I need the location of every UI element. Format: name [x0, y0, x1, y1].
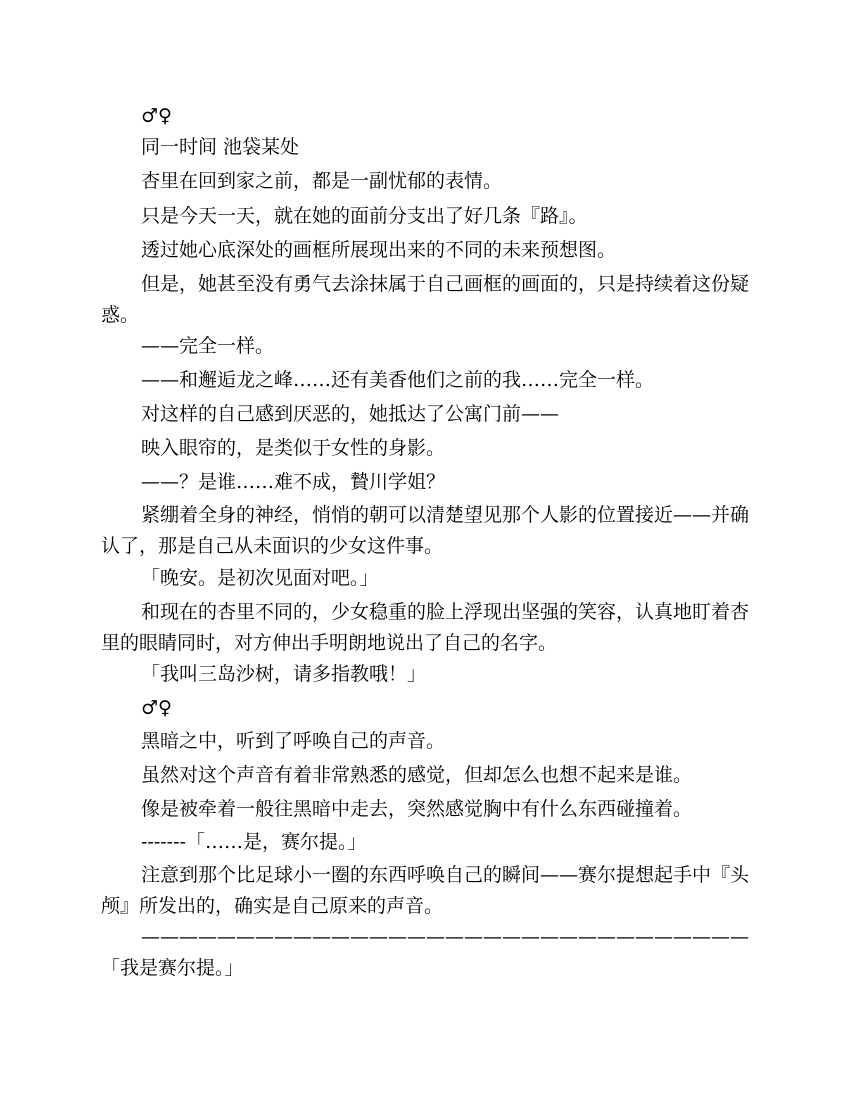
paragraph: 只是今天一天，就在她的面前分支出了好几条『路』。 [141, 205, 588, 227]
paragraph: 像是被牵着一般往黑暗中走去，突然感觉胸中有什么东西碰撞着。 [141, 798, 693, 820]
scene-heading: 同一时间 池袋某处 [141, 136, 300, 158]
paragraph: 和现在的杏里不同的，少女稳重的脸上浮现出坚强的笑容，认真地盯着杏里的眼睛同时，对方伸出手明朗地说出了自己的名字。 [101, 601, 750, 654]
dialogue-line: 「晚安。是初次见面对吧。」 [141, 567, 379, 589]
paragraph: 但是，她甚至没有勇气去涂抹属于自己画框的画面的，只是持续着这份疑惑。 [101, 273, 750, 326]
paragraph: ——？是谁……难不成，贄川学姐？ [141, 471, 446, 493]
paragraph: 对这样的自己感到厌恶的，她抵达了公寓门前—— [141, 403, 560, 425]
paragraph: 映入眼帘的，是类似于女性的身影。 [141, 437, 446, 459]
dialogue-line: -------「……是，赛尔提。」 [141, 831, 367, 853]
paragraph: 黑暗之中，听到了呼唤自己的声音。 [141, 730, 446, 752]
paragraph: ——完全一样。 [141, 335, 275, 357]
paragraph: 注意到那个比足球小一圈的东西呼唤自己的瞬间——赛尔提想起手中『头颅』所发出的，确实是自己原来的声音。 [101, 864, 750, 917]
section-break-symbol: ♂♀ [141, 105, 172, 127]
section-break-symbol: ♂♀ [141, 697, 172, 719]
dialogue-line: 「我叫三岛沙树，请多指教哦！」 [141, 663, 427, 685]
paragraph: 杏里在回到家之前，都是一副忧郁的表情。 [141, 170, 503, 192]
dialogue-line: ————————————————————————————————「我是赛尔提。」 [101, 926, 749, 979]
paragraph: ——和邂逅龙之峰……还有美香他们之前的我……完全一样。 [141, 369, 655, 391]
paragraph: 虽然对这个声音有着非常熟悉的感觉，但却怎么也想不起来是谁。 [141, 764, 693, 786]
paragraph: 紧绷着全身的神经，悄悄的朝可以清楚望见那个人影的位置接近——并确认了，那是自己从未面识的少女这件事。 [101, 504, 750, 557]
paragraph: 透过她心底深处的画框所展现出来的不同的未来预想图。 [141, 239, 617, 261]
